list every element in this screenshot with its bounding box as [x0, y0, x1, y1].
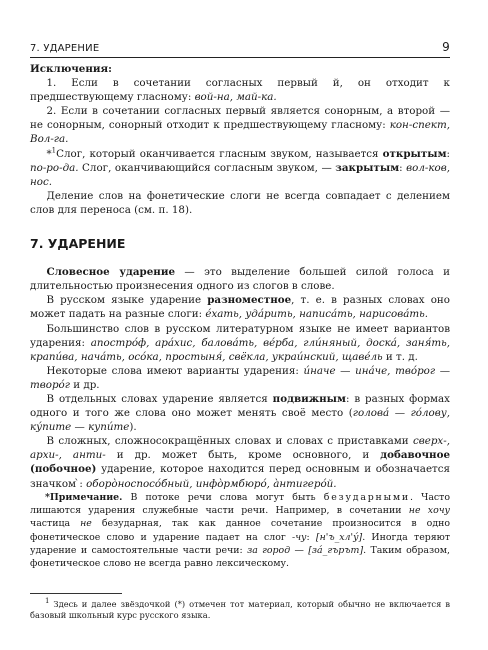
- note-paragraph: *Примечание. В потоке речи слова могут быть безударными. Часто лишаются ударения служебные части речи. Например, в сочетании не хочу частица не безударная, так как данное сочетание произносится в одно фонетическое слово и ударение падает на слог -чу: [н'ъ_хл'у́]. Иногда теряют ударение и самостоятельные части речи: за город — [за́_гърът]. Таким образом, фонетическое слово не всегда равно лексическому.: [30, 491, 451, 570]
- example-text: по-ро-да.: [30, 161, 79, 174]
- exception-item-2: 2. Если в сочетании согласных первый является сонорным, а второй — не сонорным, сонорный отходит к предшествующему гласному: кон-спект, Вол-га.: [30, 105, 450, 146]
- syllable-note: *$^1$Слог, который оканчивается гласным звуком, называется открытым: по-ро-да. Слог, оканчивающийся согласным звуком, — закрытым: вол-ков, нос.: [30, 146, 450, 188]
- page-number: 9: [442, 40, 450, 54]
- term-open-syllable: открытым: [382, 147, 447, 160]
- example-text: вой-на, май-ка.: [194, 91, 277, 104]
- example-text: голова́ — го́лову, ку́пите — купи́те: [30, 407, 450, 434]
- paragraph-variable-stress: В русском языке ударение разноместное, т. е. в разных словах оно может падать на разные слоги: е́хать, уда́рить, написа́ть, нарисова́ть.: [30, 294, 450, 321]
- chapter-title: 7. УДАРЕНИЕ: [30, 236, 126, 252]
- term: добавочное (побочное): [30, 449, 451, 476]
- running-header: [30, 40, 450, 58]
- exceptions-title: Исключения:: [30, 63, 112, 75]
- paragraph-secondary-stress: В сложных, сложносокращённых словах и словах с приставками сверх-, архи-, анти- и др. может быть, кроме основного, и добавочное (побочное) ударение, которое находится перед основным и обозначается значком ̀: оборо̀носпосо́бный, инфо̀рмбюро́, а̀нтигеро́й.: [30, 435, 451, 490]
- example-text: апостро́ф, ара́хис, балова́ть, ве́рба, гли́няный, доска́, заня́ть, крапи́ва, нача́ть, осо́ка, простыня́, свёкла, украи́нский, щаве́ль: [30, 336, 451, 363]
- example-text: сверх-, архи-, анти-: [30, 435, 450, 462]
- term: подвижным: [272, 392, 346, 405]
- example-text: и́наче — ина́че, тво́рог — творо́г: [30, 364, 451, 391]
- term: разноместное: [207, 294, 292, 307]
- spaced-term: безударными: [323, 491, 410, 503]
- paragraph-variants: Некоторые слова имеют варианты ударения: и́наче — ина́че, тво́рог — творо́г и др.: [30, 364, 451, 391]
- running-title: 7. УДАРЕНИЕ: [30, 43, 100, 54]
- example-text: кон-спект, Вол-га.: [30, 119, 450, 146]
- term: Словесное ударение: [46, 266, 176, 279]
- paragraph-no-variants: Большинство слов в русском литературном языке не имеет вариантов ударения: апостро́ф, ара́хис, балова́ть, ве́рба, гли́няный, доска́, заня́ть, крапи́ва, нача́ть, осо́ка, простыня́, свёкла, украи́нский, щаве́ль и т. д.: [30, 322, 451, 363]
- paragraph-mobile-stress: В отдельных словах ударение является подвижным: в разных формах одного и того же слова оно может менять своё место (голова́ — го́лову, ку́пите — купи́те).: [30, 392, 450, 434]
- term-closed-syllable: закрытым: [335, 161, 400, 174]
- page-content: [30, 62, 450, 570]
- note-label: *Примечание.: [45, 491, 123, 503]
- example-text: вол-ков, нос.: [30, 161, 450, 188]
- division-paragraph: Деление слов на фонетические слоги не всегда совпадает с делением слов для переноса (см. п. 18).: [30, 189, 450, 216]
- footnote-divider: [30, 593, 122, 594]
- footnote: $^1$ Здесь и далее звёздочкой (*) отмечен тот материал, который обычно не включается в базовый школьный курс русского языка.: [30, 597, 450, 621]
- exception-item-1: 1. Если в сочетании согласных первый й, он отходит к предшествующему гласному: вой-на, май-ка.: [30, 77, 450, 104]
- paragraph-word-stress: Словесное ударение — это выделение большей силой голоса и длительностью произнесения одного из слогов в слове.: [30, 266, 450, 293]
- example-text: оборо̀носпосо́бный, инфо̀рмбюро́, а̀нтигеро́й.: [86, 477, 337, 490]
- example-text: е́хать, уда́рить, написа́ть, нарисова́ть.: [205, 308, 428, 321]
